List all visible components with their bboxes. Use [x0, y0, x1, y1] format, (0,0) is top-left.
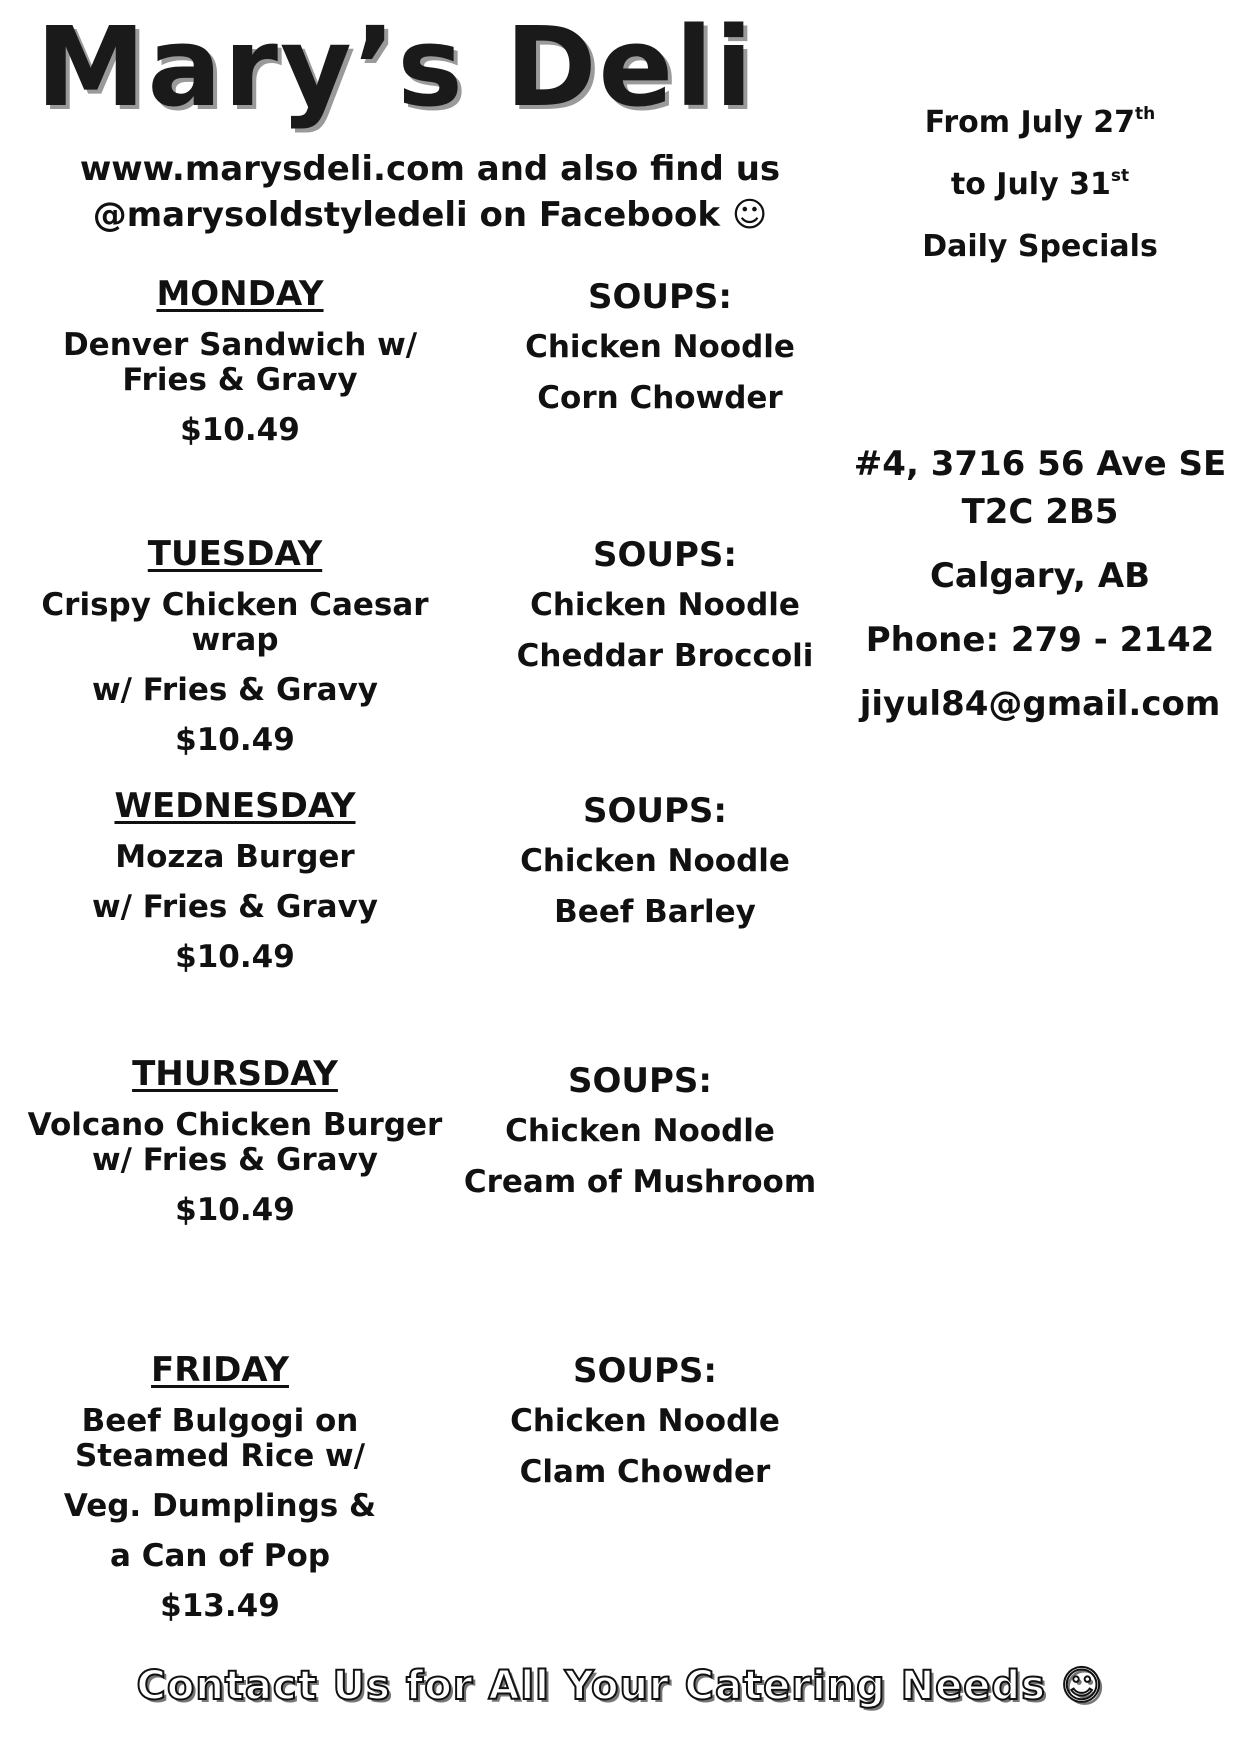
- price: $10.49: [180, 412, 300, 448]
- day-name: TUESDAY: [147, 534, 323, 574]
- soup-item: Clam Chowder: [519, 1454, 771, 1490]
- menu-item-line: w/ Fries & Gravy: [91, 672, 379, 708]
- soup-block-monday: [480, 272, 840, 424]
- deli-logo: Mary’s Deli: [36, 3, 755, 131]
- soup-item: Cheddar Broccoli: [516, 638, 814, 674]
- soups-header: SOUPS:: [587, 277, 732, 317]
- city: Calgary, AB: [929, 556, 1151, 596]
- menu-item-line: Crispy Chicken Caesar: [41, 587, 429, 623]
- day-block-thursday: [20, 1052, 450, 1228]
- soups-header: SOUPS:: [572, 1351, 717, 1391]
- soup-block-friday: [470, 1346, 820, 1498]
- menu-item-line: wrap: [191, 622, 279, 658]
- menu-item-line: Mozza Burger: [115, 839, 355, 875]
- date-to-suffix: st: [1110, 166, 1130, 186]
- website-line: www.marysdeli.com and also find us: [79, 149, 781, 189]
- price: $13.49: [160, 1588, 280, 1624]
- price: $10.49: [175, 939, 295, 975]
- menu-item-line: Denver Sandwich w/: [62, 327, 418, 363]
- menu-item-line: Steamed Rice w/: [74, 1438, 366, 1474]
- day-block-tuesday: [20, 532, 450, 758]
- soup-item: Chicken Noodle: [520, 843, 790, 879]
- day-block-monday: [20, 272, 460, 448]
- date-from-suffix: th: [1135, 104, 1156, 124]
- soups-header: SOUPS:: [567, 1061, 712, 1101]
- postal-code: T2C 2B5: [961, 492, 1119, 532]
- address-line-1: #4, 3716 56 Ave SE: [853, 444, 1227, 484]
- date-to: [880, 154, 1200, 216]
- soups-header: SOUPS:: [582, 791, 727, 831]
- menu-item-line: Veg. Dumplings &: [63, 1488, 377, 1524]
- price: $10.49: [175, 1192, 295, 1228]
- soup-item: Chicken Noodle: [510, 1403, 780, 1439]
- day-name: FRIDAY: [151, 1350, 289, 1390]
- soup-item: Beef Barley: [554, 894, 756, 930]
- day-block-wednesday: [20, 784, 450, 975]
- soup-item: Chicken Noodle: [525, 329, 795, 365]
- email: jiyul84@gmail.com: [859, 684, 1221, 724]
- day-name: MONDAY: [156, 274, 324, 314]
- menu-item-line: w/ Fries & Gravy: [91, 889, 379, 925]
- menu-item-line: a Can of Pop: [109, 1538, 331, 1574]
- day-name: THURSDAY: [132, 1054, 338, 1094]
- date-from: [880, 92, 1200, 154]
- day-block-friday: [20, 1348, 420, 1624]
- soups-header: SOUPS:: [592, 535, 737, 575]
- date-to-text: to July 31: [950, 167, 1111, 202]
- soup-block-thursday: [460, 1056, 820, 1208]
- menu-item-line: w/ Fries & Gravy: [91, 1142, 379, 1178]
- soup-block-tuesday: [480, 530, 850, 682]
- soup-item: Corn Chowder: [537, 380, 783, 416]
- day-name: WEDNESDAY: [114, 786, 356, 826]
- price: $10.49: [175, 722, 295, 758]
- facebook-line: @marysoldstyledeli on Facebook ☺: [92, 195, 768, 235]
- date-from-text: From July 27: [924, 105, 1135, 140]
- menu-item-line: Beef Bulgogi on: [81, 1403, 359, 1439]
- soup-item: Cream of Mushroom: [463, 1164, 817, 1200]
- menu-item-line: Volcano Chicken Burger: [27, 1107, 443, 1143]
- soup-item: Chicken Noodle: [530, 587, 800, 623]
- soup-item: Chicken Noodle: [505, 1113, 775, 1149]
- soup-block-wednesday: [480, 786, 830, 938]
- catering-banner: Contact Us for All Your Catering Needs ☺: [136, 1663, 1104, 1709]
- menu-item-line: Fries & Gravy: [122, 362, 358, 398]
- specials-title: Daily Specials: [922, 229, 1158, 264]
- phone: Phone: 279 - 2142: [865, 620, 1215, 660]
